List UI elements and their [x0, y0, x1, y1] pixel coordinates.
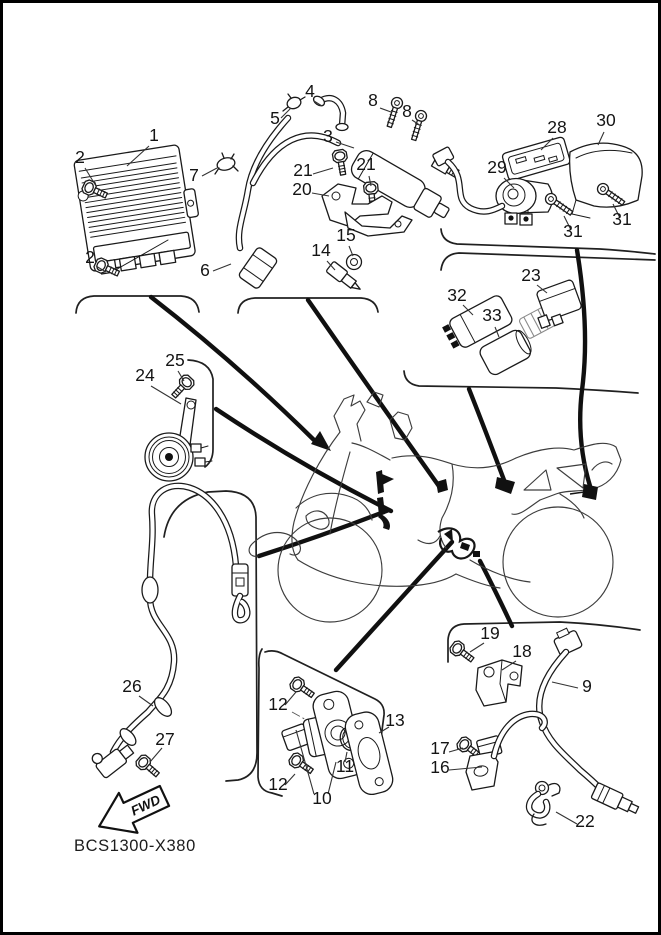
callout-5[interactable]: 5	[270, 108, 280, 128]
callout-2[interactable]: 2	[75, 147, 85, 167]
callout-12[interactable]: 12	[268, 694, 288, 714]
callout-23[interactable]: 23	[521, 265, 541, 285]
callout-29[interactable]: 29	[487, 157, 507, 177]
callout-21[interactable]: 21	[293, 160, 313, 180]
callout-4[interactable]: 4	[305, 81, 315, 101]
callout-11[interactable]: 11	[335, 756, 355, 776]
callout-1[interactable]: 1	[149, 125, 159, 145]
callout-20[interactable]: 20	[292, 179, 312, 199]
diagram-code: BCS1300-X380	[74, 837, 196, 855]
callout-21[interactable]: 21	[356, 154, 376, 174]
callout-26[interactable]: 26	[122, 676, 142, 696]
callout-3[interactable]: 3	[323, 126, 333, 146]
fwd-label: FWD	[128, 791, 163, 819]
callout-16[interactable]: 16	[430, 757, 450, 777]
callout-30[interactable]: 30	[596, 110, 616, 130]
washer-15	[347, 255, 362, 270]
callout-12[interactable]: 12	[268, 774, 288, 794]
callout-14[interactable]: 14	[311, 240, 331, 260]
callout-9[interactable]: 9	[582, 676, 592, 696]
callout-31[interactable]: 31	[612, 209, 632, 229]
callout-7[interactable]: 7	[189, 165, 199, 185]
callout-28[interactable]: 28	[547, 117, 567, 137]
callout-18[interactable]: 18	[512, 641, 532, 661]
callout-6[interactable]: 6	[200, 260, 210, 280]
callout-31[interactable]: 31	[563, 221, 583, 241]
callout-32[interactable]: 32	[447, 285, 467, 305]
callout-15[interactable]: 15	[336, 225, 356, 245]
callout-24[interactable]: 24	[135, 365, 155, 385]
callout-8[interactable]: 8	[402, 101, 412, 121]
callout-33[interactable]: 33	[482, 305, 502, 325]
callout-22[interactable]: 22	[575, 811, 595, 831]
callout-10[interactable]: 10	[312, 788, 332, 808]
callout-13[interactable]: 13	[385, 710, 405, 730]
callout-19[interactable]: 19	[480, 623, 500, 643]
callout-27[interactable]: 27	[155, 729, 175, 749]
callout-17[interactable]: 17	[430, 738, 450, 758]
callout-2[interactable]: 2	[85, 247, 95, 267]
callout-8[interactable]: 8	[368, 90, 378, 110]
callout-25[interactable]: 25	[165, 350, 185, 370]
